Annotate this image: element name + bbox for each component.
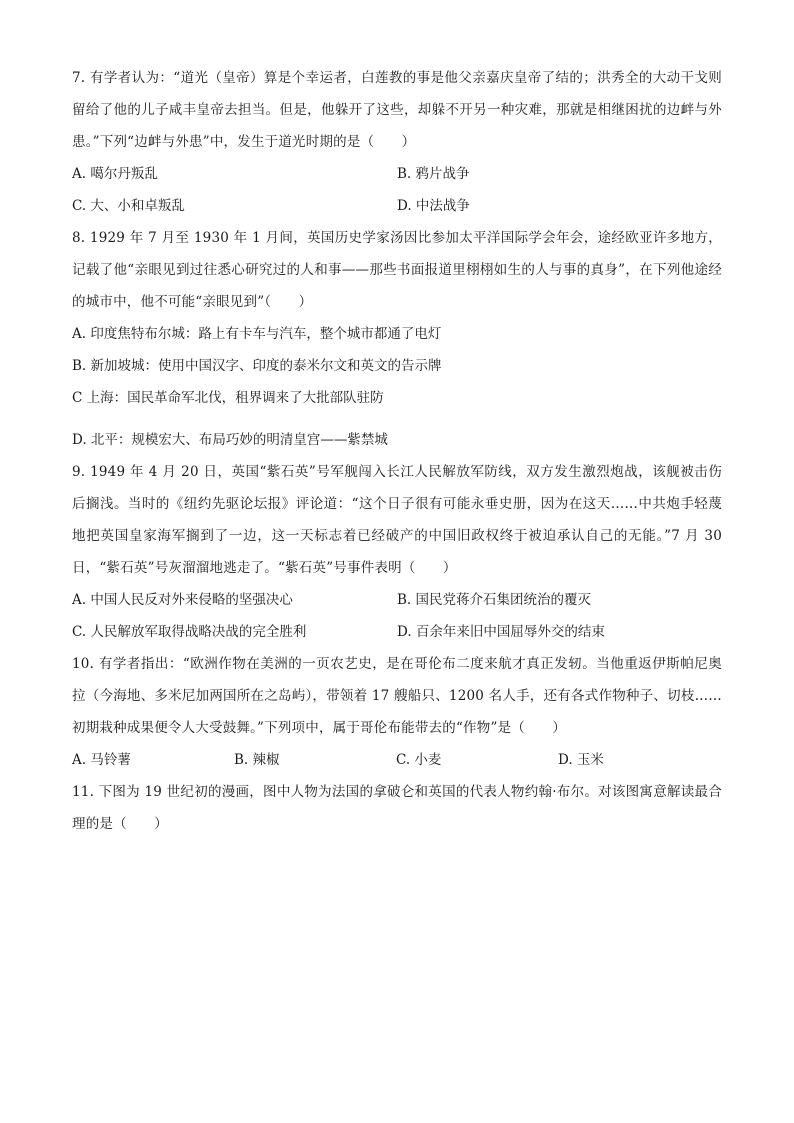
options-row bbox=[72, 744, 722, 776]
question-11 bbox=[72, 776, 722, 840]
option-b[interactable]: B. 鸦片战争 bbox=[397, 166, 470, 182]
option-b[interactable]: B. 国民党蒋介石集团统治的覆灭 bbox=[397, 592, 592, 608]
question-9 bbox=[72, 456, 722, 648]
option-b[interactable]: B. 辣椒 bbox=[234, 752, 280, 768]
question-10 bbox=[72, 648, 722, 776]
option-c[interactable]: C. 大、小和卓叛乱 bbox=[72, 198, 185, 214]
option-a[interactable]: A. 噶尔丹叛乱 bbox=[72, 166, 158, 182]
option-c[interactable]: C. 小麦 bbox=[396, 752, 442, 768]
option-c[interactable]: C. 人民解放军取得战略决战的完全胜利 bbox=[72, 624, 307, 640]
question-stem: 8. 1929 年 7 月至 1930 年 1 月间，英国历史学家汤因比参加太平洋国际学会年会，途经欧亚许多地方，记载了他“亲眼见到过往悉心研究过的人和事——那些书面报道里栩栩如生的人与事的真身”，在下列他途经的城市中，他不可能“亲眼见到”（ ） bbox=[72, 230, 722, 310]
options-row bbox=[72, 616, 722, 648]
options-row bbox=[72, 158, 722, 190]
question-stem: 11. 下图为 19 世纪初的漫画，图中人物为法国的拿破仑和英国的代表人物约翰·布尔。对该图寓意解读最合理的是（ ） bbox=[72, 784, 722, 832]
option-a[interactable]: A. 马铃薯 bbox=[72, 752, 131, 768]
question-7 bbox=[72, 62, 722, 222]
question-8 bbox=[72, 222, 722, 456]
option-c[interactable]: C 上海：国民革命军北伐，租界调来了大批部队驻防 bbox=[72, 390, 384, 406]
option-d[interactable]: D. 中法战争 bbox=[397, 198, 470, 214]
question-stem: 7. 有学者认为：“道光（皇帝）算是个幸运者，白莲教的事是他父亲嘉庆皇帝了结的；洪秀全的大动干戈则留给了他的儿子咸丰皇帝去担当。但是，他躲开了这些，却躲不开另一种灾难，那就是相继困扰的边衅与外患。”下列“边衅与外患”中，发生于道光时期的是（ ） bbox=[72, 70, 722, 150]
option-a[interactable]: A. 印度焦特布尔城：路上有卡车与汽车，整个城市都通了电灯 bbox=[72, 326, 442, 342]
question-stem: 9. 1949 年 4 月 20 日，英国“紫石英”号军舰闯入长江人民解放军防线，双方发生激烈炮战，该舰被击伤后搁浅。当时的《纽约先驱论坛报》评论道：“这个日子很有可能永垂史册，因为在这天……中共炮手轻蔑地把英国皇家海军搁到了一边，这一天标志着已经破产的中国旧政权终于被迫承认自己的无能。”7 月 30 日，“紫石英”号灰溜溜地逃走了。“紫石英”号事件表明（ ） bbox=[72, 464, 722, 576]
option-d[interactable]: D. 北平：规模宏大、布局巧妙的明清皇宫——紫禁城 bbox=[72, 432, 388, 448]
option-d[interactable]: D. 百余年来旧中国屈辱外交的结束 bbox=[397, 624, 605, 640]
option-a[interactable]: A. 中国人民反对外来侵略的坚强决心 bbox=[72, 592, 293, 608]
question-stem: 10. 有学者指出：“欧洲作物在美洲的一页农艺史，是在哥伦布二度来航才真正发轫。当他重返伊斯帕尼奥拉（今海地、多米尼加两国所在之岛屿），带领着 17 艘船只、1200 名人手，还有各式作物种子、切枝……初期栽种成果便令人大受鼓舞。”下列项中，属于哥伦布能带去的“作物”是（ ） bbox=[72, 656, 722, 736]
option-b[interactable]: B. 新加坡城：使用中国汉字、印度的泰米尔文和英文的告示牌 bbox=[72, 358, 442, 374]
option-d[interactable]: D. 玉米 bbox=[558, 752, 604, 768]
options-row bbox=[72, 584, 722, 616]
spacer bbox=[72, 414, 722, 424]
exam-page bbox=[72, 62, 722, 840]
options-row bbox=[72, 190, 722, 222]
